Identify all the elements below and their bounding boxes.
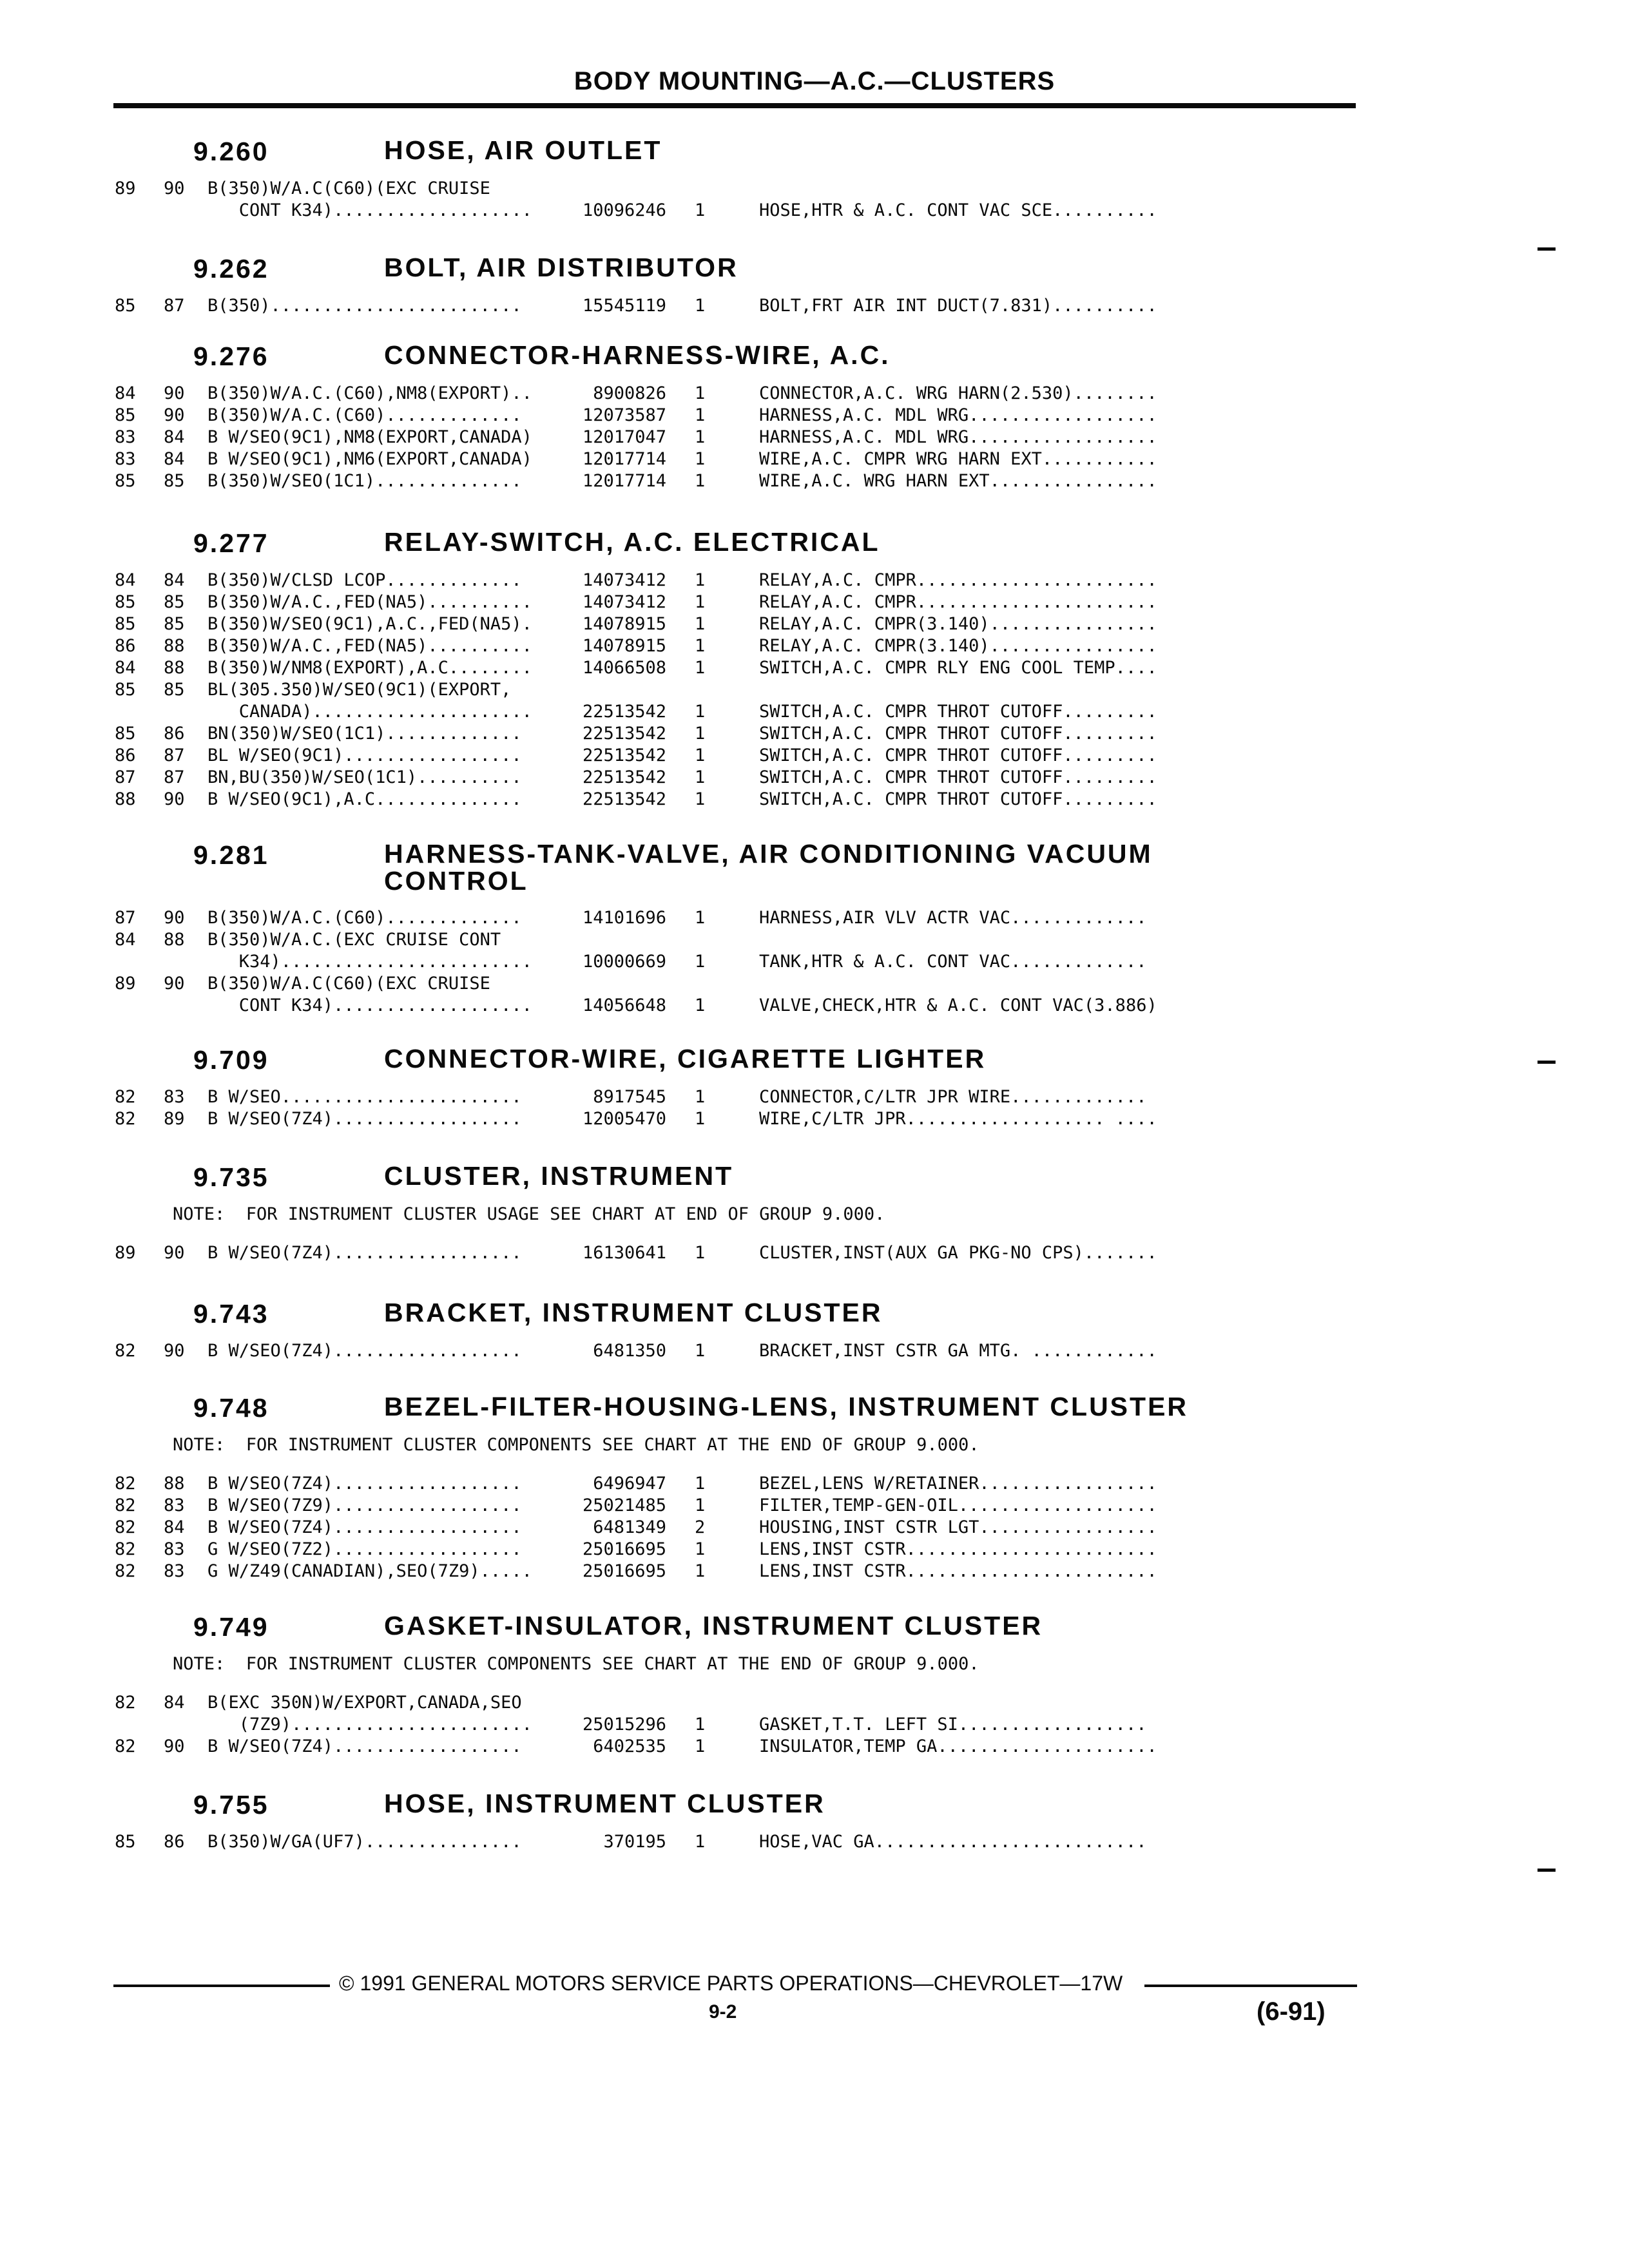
part-number: 6402535 (593, 1736, 666, 1756)
part-row (0, 1108, 1629, 1130)
part-number: 22513542 (582, 724, 666, 744)
year-from: 84 (115, 383, 136, 403)
year-to: 83 (164, 1495, 185, 1515)
part-row (0, 200, 1629, 222)
year-from: 83 (115, 427, 136, 447)
usage-description: B(350)W/A.C(C60)(EXC CRUISE (207, 974, 490, 994)
quantity: 1 (695, 200, 706, 220)
quantity: 1 (695, 789, 706, 809)
part-row (0, 1495, 1629, 1517)
quantity: 1 (695, 702, 706, 722)
part-name: LENS,INST CSTR........................ (759, 1539, 1157, 1559)
usage-description: B(350)W/A.C(C60)(EXC CRUISE (207, 178, 490, 198)
section-number: 9.748 (193, 1393, 269, 1423)
year-from: 82 (115, 1539, 136, 1559)
catalog-section (0, 524, 1629, 811)
part-row (0, 570, 1629, 591)
part-number: 6496947 (593, 1474, 666, 1494)
part-name: SWITCH,A.C. CMPR THROT CUTOFF......... (759, 789, 1157, 809)
year-from: 85 (115, 724, 136, 744)
usage-description: BL W/SEO(9C1)................. (207, 745, 522, 765)
quantity: 1 (695, 908, 706, 928)
section-heading (0, 338, 1629, 383)
year-to: 90 (164, 908, 185, 928)
part-number: 8900826 (593, 383, 666, 403)
quantity: 1 (695, 296, 706, 316)
year-to: 88 (164, 658, 185, 678)
page-number: 9-2 (709, 2001, 737, 2023)
usage-description: B(350)W/SEO(1C1).............. (207, 471, 522, 491)
part-name: WIRE,A.C. WRG HARN EXT................ (759, 471, 1157, 491)
year-from: 84 (115, 930, 136, 950)
part-number: 22513542 (582, 767, 666, 787)
usage-description: B(350)W/NM8(EXPORT),A.C........ (207, 658, 532, 678)
part-row (0, 178, 1629, 200)
part-row (0, 1086, 1629, 1108)
quantity: 1 (695, 1561, 706, 1581)
footer-copyright: © 1991 GENERAL MOTORS SERVICE PARTS OPERATIONS—CHEVROLET—17W (339, 1972, 1123, 1995)
usage-description: B W/SEO(7Z9).................. (207, 1495, 522, 1515)
catalog-section (0, 250, 1629, 317)
section-number: 9.743 (193, 1299, 269, 1329)
part-row (0, 1242, 1629, 1264)
year-from: 85 (115, 471, 136, 491)
year-to: 90 (164, 405, 185, 425)
part-number: 10096246 (582, 200, 666, 220)
year-to: 84 (164, 449, 185, 469)
quantity: 1 (695, 658, 706, 678)
part-number: 14078915 (582, 636, 666, 656)
part-row (0, 1539, 1629, 1561)
year-to: 83 (164, 1561, 185, 1581)
quantity: 1 (695, 1495, 706, 1515)
part-row (0, 405, 1629, 427)
part-number: 14066508 (582, 658, 666, 678)
part-name: LENS,INST CSTR........................ (759, 1561, 1157, 1581)
section-note: NOTE: FOR INSTRUMENT CLUSTER USAGE SEE CHART AT END OF GROUP 9.000. (173, 1204, 885, 1224)
part-name: HARNESS,A.C. MDL WRG.................. (759, 405, 1157, 425)
revision-date: (6-91) (1257, 1997, 1325, 2026)
part-row (0, 448, 1629, 470)
year-to: 88 (164, 930, 185, 950)
year-from: 82 (115, 1736, 136, 1756)
year-from: 85 (115, 405, 136, 425)
year-from: 85 (115, 296, 136, 316)
part-row (0, 470, 1629, 492)
usage-description: B(350)W/A.C.(C60)............. (207, 908, 522, 928)
part-name: BEZEL,LENS W/RETAINER................. (759, 1474, 1157, 1494)
section-heading (0, 524, 1629, 570)
part-row (0, 789, 1629, 811)
part-number: 14056648 (582, 995, 666, 1015)
part-number: 22513542 (582, 789, 666, 809)
year-from: 83 (115, 449, 136, 469)
part-row (0, 995, 1629, 1017)
year-from: 87 (115, 767, 136, 787)
part-row (0, 1714, 1629, 1736)
year-from: 89 (115, 1243, 136, 1263)
part-number: 6481350 (593, 1341, 666, 1361)
section-title: CLUSTER, INSTRUMENT (384, 1161, 734, 1191)
section-title: HOSE, INSTRUMENT CLUSTER (384, 1789, 825, 1818)
usage-description: B W/SEO(9C1),A.C.............. (207, 789, 522, 809)
part-name: CLUSTER,INST(AUX GA PKG-NO CPS)....... (759, 1243, 1157, 1263)
year-from: 82 (115, 1517, 136, 1537)
part-number: 16130641 (582, 1243, 666, 1263)
part-row (0, 745, 1629, 767)
part-row (0, 427, 1629, 448)
quantity: 1 (695, 471, 706, 491)
usage-description: B W/SEO(9C1),NM8(EXPORT,CANADA) (207, 427, 532, 447)
usage-description: B(350)W/GA(UF7)............... (207, 1832, 522, 1852)
section-title: BRACKET, INSTRUMENT CLUSTER (384, 1298, 883, 1327)
usage-description: BL(305.350)W/SEO(9C1)(EXPORT, (207, 680, 512, 700)
year-from: 89 (115, 974, 136, 994)
section-title: GASKET-INSULATOR, INSTRUMENT CLUSTER (384, 1611, 1043, 1640)
part-name: CONNECTOR,A.C. WRG HARN(2.530)........ (759, 383, 1157, 403)
year-from: 86 (115, 745, 136, 765)
year-from: 89 (115, 178, 136, 198)
margin-mark (1537, 247, 1556, 251)
usage-description: B(350)........................ (207, 296, 522, 316)
part-name: RELAY,A.C. CMPR(3.140)................ (759, 614, 1157, 634)
part-number: 22513542 (582, 702, 666, 722)
part-name: SWITCH,A.C. CMPR THROT CUTOFF......... (759, 702, 1157, 722)
section-title: CONNECTOR-HARNESS-WIRE, A.C. (384, 340, 891, 370)
catalog-section (0, 133, 1629, 222)
year-to: 90 (164, 1243, 185, 1263)
margin-mark (1537, 1061, 1556, 1064)
year-to: 88 (164, 636, 185, 656)
part-row (0, 295, 1629, 317)
year-to: 85 (164, 680, 185, 700)
part-name: GASKET,T.T. LEFT SI.................. (759, 1715, 1147, 1735)
part-name: WIRE,C/LTR JPR................... .... (759, 1109, 1157, 1129)
section-heading (0, 1158, 1629, 1204)
catalog-section (0, 338, 1629, 492)
section-title: RELAY-SWITCH, A.C. ELECTRICAL (384, 527, 880, 557)
catalog-section (0, 1786, 1629, 1853)
page-title: BODY MOUNTING—A.C.—CLUSTERS (574, 67, 1055, 95)
catalog-section (0, 1295, 1629, 1362)
part-number: 6481349 (593, 1517, 666, 1537)
year-to: 85 (164, 614, 185, 634)
section-number: 9.276 (193, 341, 269, 371)
part-row (0, 973, 1629, 995)
usage-description: B(EXC 350N)W/EXPORT,CANADA,SEO (207, 1693, 522, 1713)
year-to: 84 (164, 427, 185, 447)
part-row (0, 383, 1629, 405)
year-from: 84 (115, 658, 136, 678)
section-heading (0, 836, 1629, 907)
year-to: 90 (164, 1341, 185, 1361)
quantity: 1 (695, 570, 706, 590)
usage-description: B(350)W/A.C.,FED(NA5).......... (207, 592, 532, 612)
part-row (0, 1736, 1629, 1758)
year-from: 87 (115, 908, 136, 928)
quantity: 1 (695, 1715, 706, 1735)
section-title: BOLT, AIR DISTRIBUTOR (384, 253, 738, 282)
part-name: WIRE,A.C. CMPR WRG HARN EXT........... (759, 449, 1157, 469)
usage-description: B W/SEO(7Z4).................. (207, 1517, 522, 1537)
usage-description: G W/Z49(CANADIAN),SEO(7Z9)..... (207, 1561, 532, 1581)
part-row (0, 1473, 1629, 1495)
section-number: 9.281 (193, 840, 269, 870)
year-to: 90 (164, 974, 185, 994)
quantity: 1 (695, 449, 706, 469)
usage-description: B(350)W/SEO(9C1),A.C.,FED(NA5). (207, 614, 532, 634)
quantity: 1 (695, 1243, 706, 1263)
catalog-section (0, 1608, 1629, 1758)
quantity: 1 (695, 592, 706, 612)
year-from: 85 (115, 680, 136, 700)
usage-description: B W/SEO(7Z4).................. (207, 1474, 522, 1494)
part-row (0, 929, 1629, 951)
section-number: 9.262 (193, 254, 269, 284)
year-to: 90 (164, 789, 185, 809)
usage-description: K34)........................ (207, 952, 532, 972)
section-note: NOTE: FOR INSTRUMENT CLUSTER COMPONENTS SEE CHART AT THE END OF GROUP 9.000. (173, 1435, 979, 1455)
usage-description: B W/SEO(7Z4).................. (207, 1736, 522, 1756)
part-name: FILTER,TEMP-GEN-OIL................... (759, 1495, 1157, 1515)
section-heading (0, 250, 1629, 295)
quantity: 1 (695, 614, 706, 634)
usage-description: B(350)W/CLSD LCOP............. (207, 570, 522, 590)
catalog-section (0, 836, 1629, 1017)
part-number: 25021485 (582, 1495, 666, 1515)
usage-description: B W/SEO(7Z4).................. (207, 1109, 522, 1129)
year-to: 85 (164, 592, 185, 612)
quantity: 1 (695, 1341, 706, 1361)
part-name: SWITCH,A.C. CMPR THROT CUTOFF......... (759, 767, 1157, 787)
year-from: 88 (115, 789, 136, 809)
section-number: 9.277 (193, 528, 269, 558)
section-heading (0, 1295, 1629, 1340)
year-from: 82 (115, 1109, 136, 1129)
year-to: 86 (164, 1832, 185, 1852)
quantity: 1 (695, 767, 706, 787)
section-note: NOTE: FOR INSTRUMENT CLUSTER COMPONENTS SEE CHART AT THE END OF GROUP 9.000. (173, 1654, 979, 1674)
part-name: HARNESS,AIR VLV ACTR VAC............. (759, 908, 1147, 928)
year-from: 82 (115, 1474, 136, 1494)
year-to: 87 (164, 296, 185, 316)
part-number: 25016695 (582, 1561, 666, 1581)
part-row (0, 1831, 1629, 1853)
section-heading (0, 1608, 1629, 1653)
year-to: 83 (164, 1539, 185, 1559)
usage-description: B(350)W/A.C.,FED(NA5).......... (207, 636, 532, 656)
year-from: 82 (115, 1693, 136, 1713)
year-from: 86 (115, 636, 136, 656)
part-row (0, 635, 1629, 657)
year-from: 82 (115, 1341, 136, 1361)
part-name: VALVE,CHECK,HTR & A.C. CONT VAC(3.886) (759, 995, 1157, 1015)
part-name: RELAY,A.C. CMPR(3.140)................ (759, 636, 1157, 656)
part-name: SWITCH,A.C. CMPR THROT CUTOFF......... (759, 745, 1157, 765)
part-number: 8917545 (593, 1087, 666, 1107)
part-name: SWITCH,A.C. CMPR THROT CUTOFF......... (759, 724, 1157, 744)
part-row (0, 951, 1629, 973)
usage-description: (7Z9)....................... (207, 1715, 532, 1735)
year-to: 90 (164, 178, 185, 198)
part-row (0, 591, 1629, 613)
catalog-section (0, 1158, 1629, 1264)
year-from: 82 (115, 1087, 136, 1107)
usage-description: B W/SEO....................... (207, 1087, 522, 1107)
part-name: HOSE,VAC GA.......................... (759, 1832, 1147, 1852)
usage-description: B W/SEO(9C1),NM6(EXPORT,CANADA) (207, 449, 532, 469)
year-from: 82 (115, 1561, 136, 1581)
part-number: 15545119 (582, 296, 666, 316)
year-to: 84 (164, 570, 185, 590)
part-row (0, 723, 1629, 745)
part-name: HOSE,HTR & A.C. CONT VAC SCE.......... (759, 200, 1157, 220)
part-name: TANK,HTR & A.C. CONT VAC............. (759, 952, 1147, 972)
section-number: 9.749 (193, 1612, 269, 1642)
part-row (0, 1340, 1629, 1362)
usage-description: B W/SEO(7Z4).................. (207, 1243, 522, 1263)
usage-description: BN(350)W/SEO(1C1)............. (207, 724, 522, 744)
part-row (0, 657, 1629, 679)
section-heading (0, 133, 1629, 178)
year-from: 84 (115, 570, 136, 590)
year-to: 90 (164, 383, 185, 403)
part-row (0, 1517, 1629, 1539)
quantity: 1 (695, 383, 706, 403)
section-heading (0, 1389, 1629, 1434)
usage-description: G W/SEO(7Z2).................. (207, 1539, 522, 1559)
part-name: SWITCH,A.C. CMPR RLY ENG COOL TEMP.... (759, 658, 1157, 678)
usage-description: CONT K34)................... (207, 200, 532, 220)
year-from: 85 (115, 614, 136, 634)
part-row (0, 701, 1629, 723)
section-title: BEZEL-FILTER-HOUSING-LENS, INSTRUMENT CLUSTER (384, 1392, 1189, 1421)
quantity: 1 (695, 1474, 706, 1494)
part-row (0, 907, 1629, 929)
section-number: 9.755 (193, 1790, 269, 1820)
part-number: 22513542 (582, 745, 666, 765)
section-number: 9.260 (193, 137, 269, 166)
part-number: 12017714 (582, 449, 666, 469)
section-title: CONNECTOR-WIRE, CIGARETTE LIGHTER (384, 1044, 987, 1073)
quantity: 1 (695, 745, 706, 765)
part-row (0, 1561, 1629, 1582)
section-number: 9.735 (193, 1162, 269, 1192)
usage-description: CONT K34)................... (207, 995, 532, 1015)
usage-description: B(350)W/A.C.(EXC CRUISE CONT (207, 930, 501, 950)
quantity: 1 (695, 1832, 706, 1852)
catalog-section (0, 1041, 1629, 1130)
year-to: 89 (164, 1109, 185, 1129)
footer-rule-left (113, 1984, 330, 1987)
part-number: 14073412 (582, 570, 666, 590)
usage-description: CANADA)..................... (207, 702, 532, 722)
section-heading (0, 1786, 1629, 1831)
year-to: 84 (164, 1517, 185, 1537)
year-to: 86 (164, 724, 185, 744)
part-row (0, 1692, 1629, 1714)
quantity: 1 (695, 1539, 706, 1559)
part-row (0, 613, 1629, 635)
part-number: 12073587 (582, 405, 666, 425)
section-title: HARNESS-TANK-VALVE, AIR CONDITIONING VACUUM CONTROL (384, 839, 1153, 896)
usage-description: BN,BU(350)W/SEO(1C1).......... (207, 767, 522, 787)
quantity: 1 (695, 724, 706, 744)
quantity: 1 (695, 427, 706, 447)
quantity: 1 (695, 1736, 706, 1756)
section-number: 9.709 (193, 1045, 269, 1075)
part-number: 14101696 (582, 908, 666, 928)
usage-description: B W/SEO(7Z4).................. (207, 1341, 522, 1361)
part-number: 25016695 (582, 1539, 666, 1559)
part-row (0, 767, 1629, 789)
section-title: HOSE, AIR OUTLET (384, 135, 662, 165)
part-name: BRACKET,INST CSTR GA MTG. ............ (759, 1341, 1157, 1361)
quantity: 1 (695, 405, 706, 425)
quantity: 1 (695, 1087, 706, 1107)
year-to: 83 (164, 1087, 185, 1107)
quantity: 2 (695, 1517, 706, 1537)
part-name: RELAY,A.C. CMPR....................... (759, 570, 1157, 590)
part-number: 370195 (603, 1832, 666, 1852)
year-from: 85 (115, 592, 136, 612)
part-number: 12005470 (582, 1109, 666, 1129)
year-to: 90 (164, 1736, 185, 1756)
part-number: 10000669 (582, 952, 666, 972)
part-name: BOLT,FRT AIR INT DUCT(7.831).......... (759, 296, 1157, 316)
year-from: 82 (115, 1495, 136, 1515)
year-to: 84 (164, 1693, 185, 1713)
usage-description: B(350)W/A.C.(C60)............. (207, 405, 522, 425)
part-name: HOUSING,INST CSTR LGT................. (759, 1517, 1157, 1537)
quantity: 1 (695, 952, 706, 972)
part-number: 12017714 (582, 471, 666, 491)
margin-mark (1537, 1869, 1556, 1872)
part-row (0, 679, 1629, 701)
quantity: 1 (695, 995, 706, 1015)
part-name: HARNESS,A.C. MDL WRG.................. (759, 427, 1157, 447)
part-name: INSULATOR,TEMP GA..................... (759, 1736, 1157, 1756)
header-rule (113, 103, 1356, 108)
part-name: RELAY,A.C. CMPR....................... (759, 592, 1157, 612)
quantity: 1 (695, 1109, 706, 1129)
part-name: CONNECTOR,C/LTR JPR WIRE............. (759, 1087, 1147, 1107)
year-to: 85 (164, 471, 185, 491)
usage-description: B(350)W/A.C.(C60),NM8(EXPORT).. (207, 383, 532, 403)
part-number: 14078915 (582, 614, 666, 634)
footer-rule-right (1144, 1984, 1357, 1987)
quantity: 1 (695, 636, 706, 656)
part-number: 14073412 (582, 592, 666, 612)
year-from: 85 (115, 1832, 136, 1852)
part-number: 12017047 (582, 427, 666, 447)
catalog-section (0, 1389, 1629, 1582)
year-to: 88 (164, 1474, 185, 1494)
section-heading (0, 1041, 1629, 1086)
year-to: 87 (164, 745, 185, 765)
year-to: 87 (164, 767, 185, 787)
part-number: 25015296 (582, 1715, 666, 1735)
